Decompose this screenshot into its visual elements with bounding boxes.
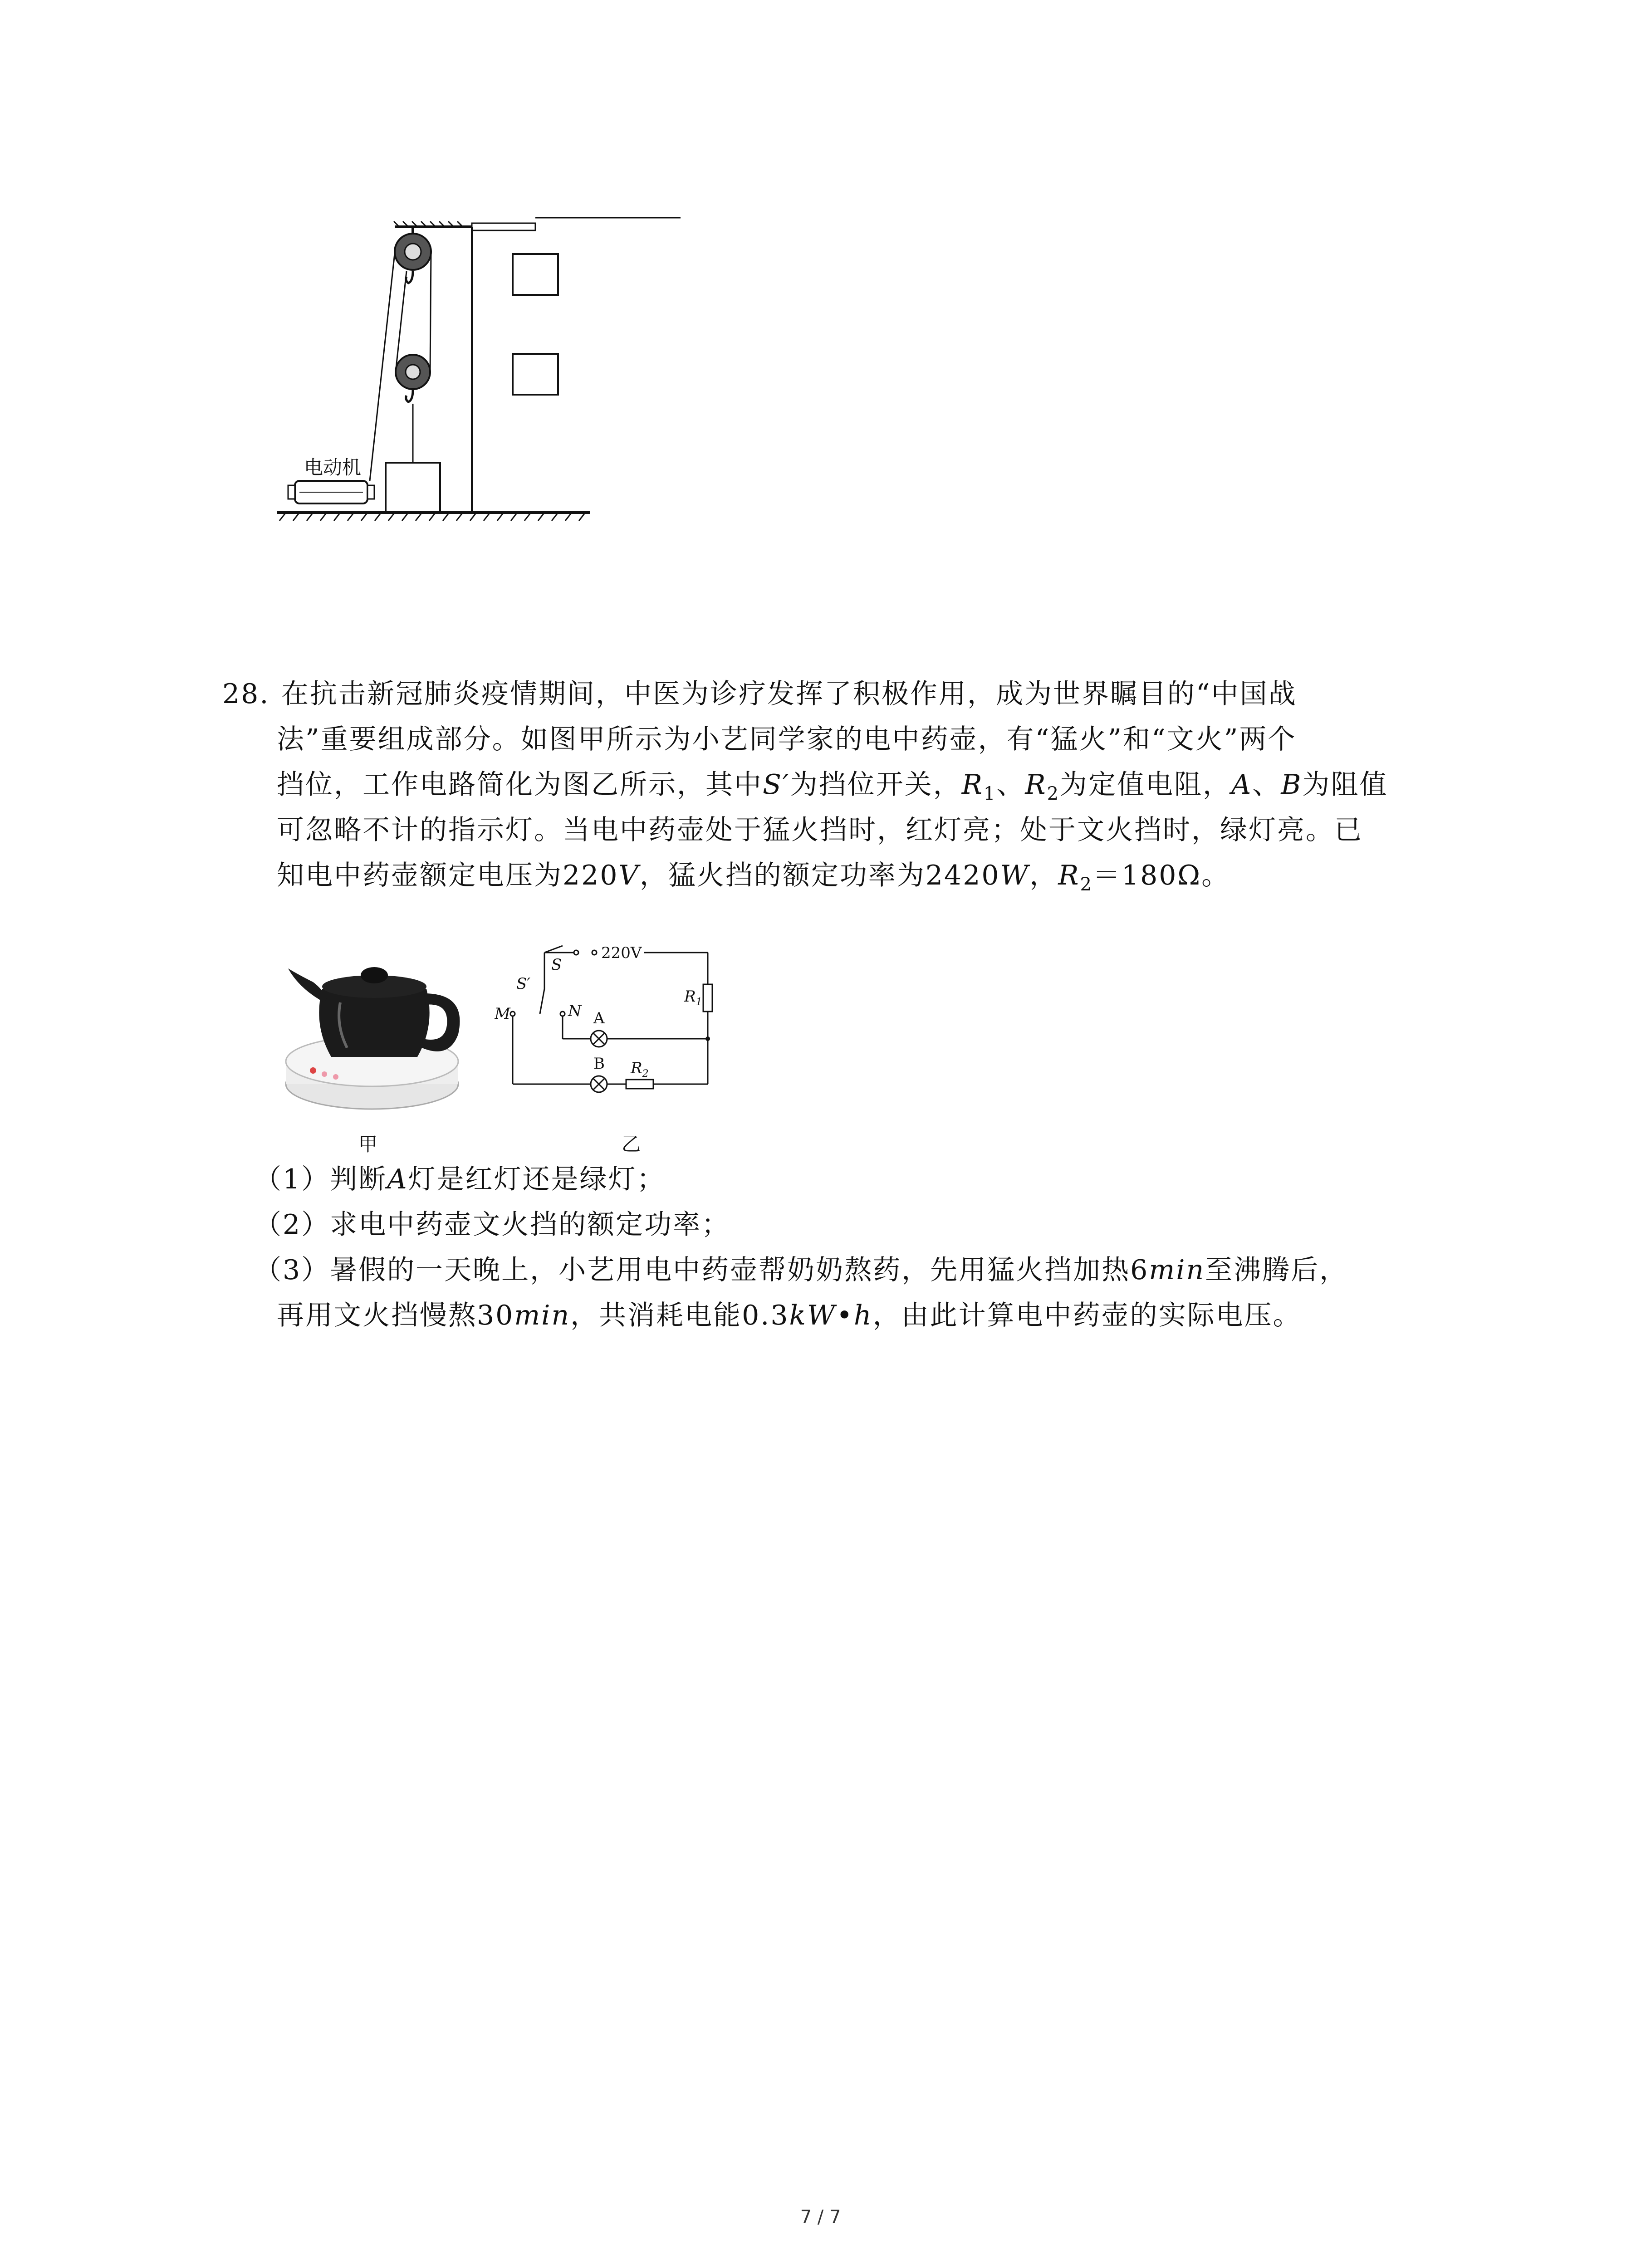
math-symbol: V bbox=[618, 860, 640, 891]
pulley-hoist-figure bbox=[272, 200, 771, 544]
voltage-label: 220V bbox=[601, 944, 642, 962]
math-unit: min bbox=[514, 1300, 571, 1331]
question-text: 在抗击新冠肺炎疫情期间，中医为诊疗发挥了积极作用，成为世界瞩目的“中国战 bbox=[281, 678, 1297, 710]
r2-label: $R_2$ bbox=[631, 1059, 649, 1080]
math-symbol: R bbox=[961, 769, 984, 801]
sub-question-2 bbox=[254, 1207, 730, 1243]
sub-question-text: 灯是红灯还是绿灯； bbox=[408, 1163, 666, 1195]
lamp-a-label: A bbox=[593, 1009, 605, 1027]
math-symbol: W bbox=[1000, 860, 1030, 891]
question-text: 、 bbox=[996, 769, 1025, 801]
math-symbol: A bbox=[387, 1163, 408, 1195]
sub-question-text: 至沸腾后， bbox=[1205, 1254, 1348, 1286]
question-text: ， bbox=[1029, 860, 1058, 891]
question-text: 为阻值 bbox=[1302, 769, 1388, 801]
switch-sprime-label: S′ bbox=[516, 975, 531, 993]
math-symbol: S′ bbox=[763, 769, 790, 801]
sub-question-3 bbox=[254, 1252, 1348, 1288]
node-n-label: N bbox=[568, 1002, 582, 1020]
question-text: 可忽略不计的指示灯。当电中药壶处于猛火挡时，红灯亮；处于文火挡时，绿灯亮。已 bbox=[277, 814, 1363, 846]
figure-yi-caption: 乙 bbox=[622, 1133, 641, 1155]
question-line-4 bbox=[277, 812, 1363, 848]
math-subscript: 2 bbox=[1080, 874, 1093, 895]
r1-label: $R_1$ bbox=[684, 987, 702, 1008]
question-text: 挡位，工作电路简化为图乙所示，其中 bbox=[277, 769, 763, 801]
figure-jia-caption: 甲 bbox=[358, 1133, 378, 1155]
sub-question-1 bbox=[254, 1161, 666, 1198]
question-text: 知电中药壶额定电压为220 bbox=[277, 860, 619, 891]
math-subscript: 1 bbox=[983, 783, 997, 804]
sub-question-text: （2）求电中药壶文火挡的额定功率； bbox=[254, 1209, 730, 1241]
sub-question-text: ，由此计算电中药壶的实际电压。 bbox=[872, 1300, 1302, 1331]
math-symbol: R bbox=[1058, 860, 1080, 891]
question-text: 、 bbox=[1252, 769, 1281, 801]
node-m-label: M bbox=[495, 1005, 510, 1023]
math-unit: kW•h bbox=[789, 1300, 873, 1331]
question-text: ＝180Ω。 bbox=[1092, 860, 1230, 891]
load-box bbox=[386, 463, 440, 513]
lamp-b-label: B bbox=[593, 1055, 605, 1073]
page-number: 7 / 7 bbox=[800, 2207, 841, 2228]
math-symbol: A bbox=[1231, 769, 1253, 801]
question-line-5 bbox=[277, 857, 1230, 903]
motor-label: 电动机 bbox=[304, 456, 362, 479]
window-upper bbox=[513, 254, 558, 295]
circuit-diagram bbox=[495, 934, 749, 1116]
question-line-1 bbox=[222, 676, 1297, 712]
question-text: 为定值电阻， bbox=[1060, 769, 1232, 801]
math-subscript: 2 bbox=[1047, 783, 1060, 804]
math-symbol: B bbox=[1281, 769, 1303, 801]
question-text: ，猛火挡的额定功率为2420 bbox=[639, 860, 1000, 891]
sub-question-text: （3）暑假的一天晚上，小艺用电中药壶帮奶奶熬药，先用猛火挡加热6 bbox=[254, 1254, 1149, 1286]
math-unit: min bbox=[1149, 1254, 1205, 1286]
kettle-figure bbox=[281, 934, 476, 1116]
question-line-3 bbox=[277, 767, 1388, 812]
question-number: 28. bbox=[222, 678, 270, 710]
sub-question-text: 再用文火挡慢熬30 bbox=[277, 1300, 514, 1331]
sub-question-text: ，共消耗电能0.3 bbox=[570, 1300, 789, 1331]
window-lower bbox=[513, 354, 558, 395]
question-text: 为挡位开关， bbox=[790, 769, 962, 801]
sub-question-3-cont bbox=[277, 1297, 1302, 1334]
switch-s-label: S bbox=[551, 956, 562, 974]
question-text: 法”重要组成部分。如图甲所示为小艺同学家的电中药壶，有“猛火”和“文火”两个 bbox=[277, 723, 1297, 755]
question-line-2 bbox=[277, 721, 1296, 758]
sub-question-text: （1）判断 bbox=[254, 1163, 387, 1195]
math-symbol: R bbox=[1025, 769, 1047, 801]
